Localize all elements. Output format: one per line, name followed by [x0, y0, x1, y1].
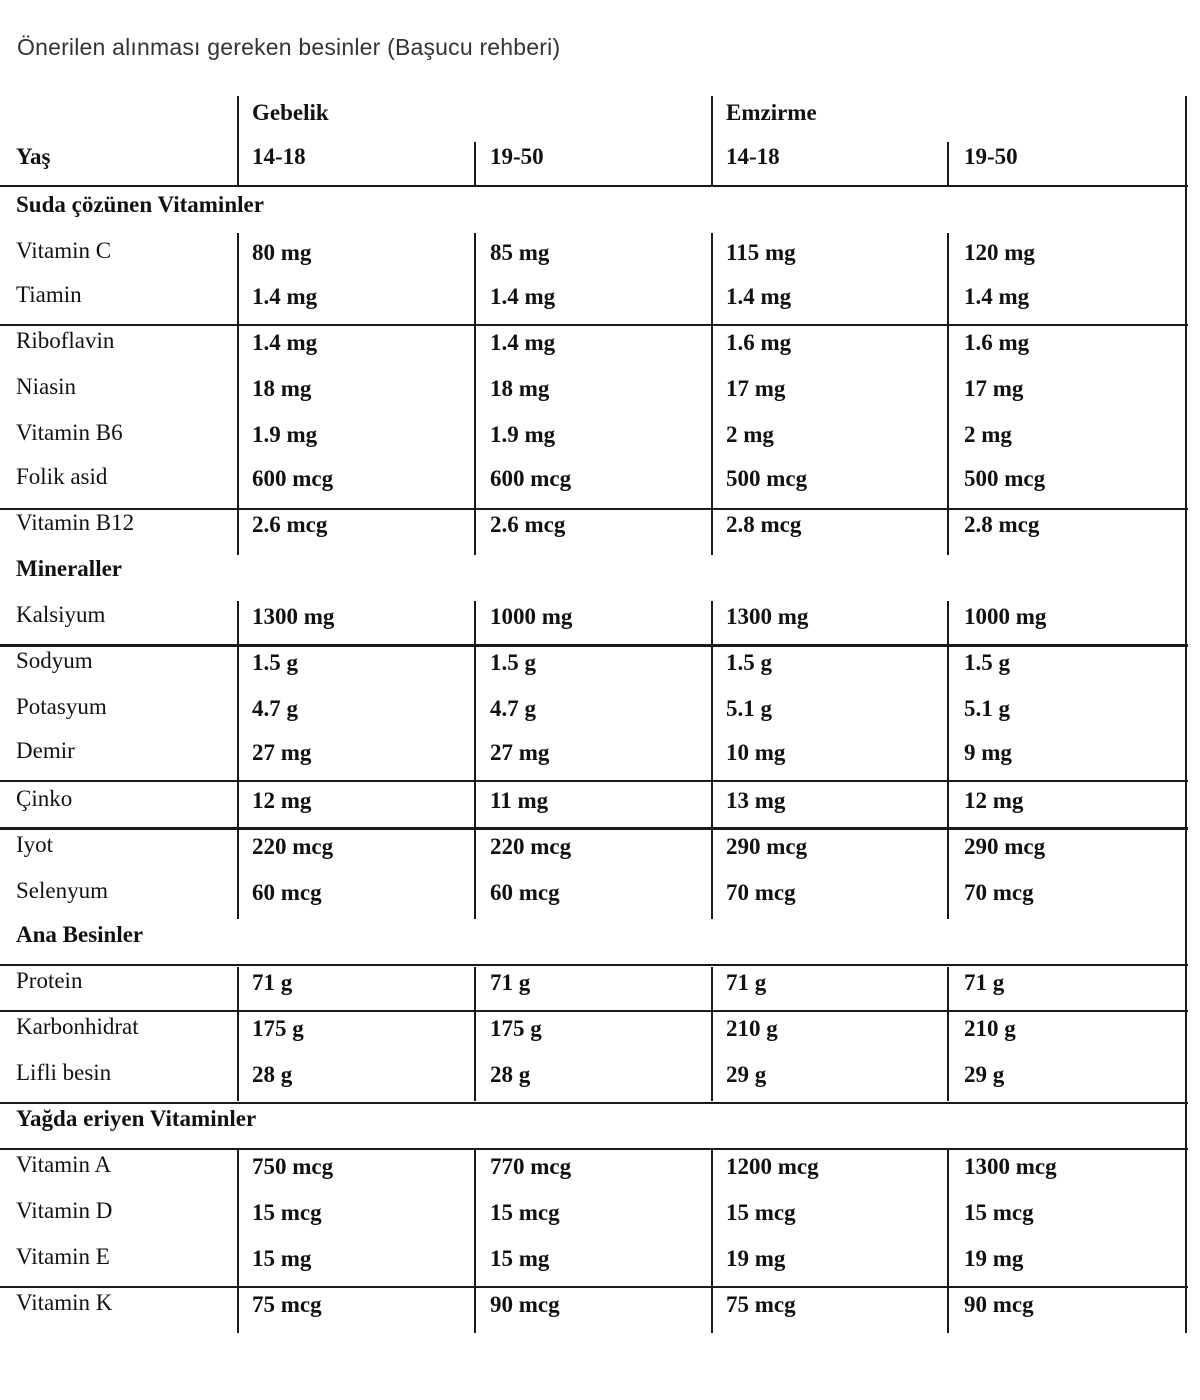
table-cell-value: 19 mg — [726, 1246, 786, 1271]
table-cell-value: 15 mg — [252, 1246, 312, 1271]
table-cell-value: 1300 mg — [726, 604, 809, 629]
table-cell-value: 9 mg — [964, 740, 1012, 765]
row-label: Lifli besin — [16, 1060, 112, 1085]
column-divider — [474, 967, 476, 1101]
table-cell-value: 71 g — [964, 970, 1005, 995]
column-divider — [711, 96, 713, 186]
table-cell-value: 1000 mg — [490, 604, 573, 629]
table-cell-value: 5.1 g — [964, 696, 1010, 721]
row-label: Iyot — [16, 832, 54, 857]
table-cell-value: 290 mcg — [964, 834, 1046, 859]
row-label: Selenyum — [16, 878, 108, 903]
section-heading: Mineraller — [16, 556, 123, 581]
column-divider — [237, 967, 239, 1101]
column-divider — [711, 233, 713, 555]
row-divider — [0, 324, 1188, 326]
table-cell-value: 500 mcg — [726, 466, 808, 491]
row-label: Vitamin B6 — [16, 420, 123, 445]
table-cell-value: 18 mg — [252, 376, 312, 401]
table-cell-value: 60 mcg — [490, 880, 560, 905]
row-label: Demir — [16, 738, 75, 763]
age-header: 19-50 — [490, 144, 544, 169]
table-cell-value: 10 mg — [726, 740, 786, 765]
table-cell-value: 210 g — [964, 1016, 1016, 1041]
table-cell-value: 19 mg — [964, 1246, 1024, 1271]
table-cell-value: 5.1 g — [726, 696, 772, 721]
table-cell-value: 120 mg — [964, 240, 1035, 265]
table-cell-value: 12 mg — [252, 788, 312, 813]
table-cell-value: 29 g — [964, 1062, 1005, 1087]
row-label: Riboflavin — [16, 328, 115, 353]
table-cell-value: 28 g — [490, 1062, 531, 1087]
column-divider — [947, 1149, 949, 1333]
table-cell-value: 115 mg — [726, 240, 796, 265]
row-label: Karbonhidrat — [16, 1014, 139, 1039]
row-label: Sodyum — [16, 648, 93, 673]
table-cell-value: 71 g — [490, 970, 531, 995]
table-cell-value: 80 mg — [252, 240, 312, 265]
row-divider — [0, 1148, 1188, 1150]
table-cell-value: 28 g — [252, 1062, 293, 1087]
row-label: Vitamin K — [16, 1290, 113, 1315]
row-label: Tiamin — [16, 282, 82, 307]
table-cell-value: 175 g — [490, 1016, 542, 1041]
table-cell-value: 500 mcg — [964, 466, 1046, 491]
age-header: 14-18 — [726, 144, 780, 169]
table-cell-value: 2 mg — [964, 422, 1012, 447]
table-cell-value: 2.8 mcg — [964, 512, 1040, 537]
table-cell-value: 2.8 mcg — [726, 512, 802, 537]
row-divider — [0, 185, 1188, 187]
row-label: Çinko — [16, 786, 73, 811]
table-cell-value: 1.4 mg — [964, 284, 1030, 309]
table-cell-value: 1200 mcg — [726, 1154, 819, 1179]
table-cell-value: 17 mg — [964, 376, 1024, 401]
table-cell-value: 75 mcg — [726, 1292, 796, 1317]
table-cell-value: 15 mcg — [252, 1200, 322, 1225]
table-cell-value: 27 mg — [490, 740, 550, 765]
table-cell-value: 70 mcg — [726, 880, 796, 905]
column-divider — [711, 1149, 713, 1333]
row-label: Vitamin A — [16, 1152, 112, 1177]
table-cell-value: 1.4 mg — [726, 284, 792, 309]
table-cell-value: 1000 mg — [964, 604, 1047, 629]
table-cell-value: 600 mcg — [252, 466, 334, 491]
age-label: Yaş — [16, 144, 51, 169]
age-header: 19-50 — [964, 144, 1018, 169]
table-cell-value: 1300 mcg — [964, 1154, 1057, 1179]
group-header-gebelik: Gebelik — [252, 100, 329, 125]
table-cell-value: 175 g — [252, 1016, 304, 1041]
column-divider — [474, 601, 476, 919]
row-label: Vitamin E — [16, 1244, 110, 1269]
column-divider — [474, 233, 476, 555]
table-cell-value: 290 mcg — [726, 834, 808, 859]
section-heading: Suda çözünen Vitaminler — [16, 192, 264, 217]
table-cell-value: 1.4 mg — [490, 284, 556, 309]
table-cell-value: 1.5 g — [490, 650, 536, 675]
table-cell-value: 770 mcg — [490, 1154, 572, 1179]
table-cell-value: 2.6 mcg — [490, 512, 566, 537]
table-cell-value: 27 mg — [252, 740, 312, 765]
table-cell-value: 220 mcg — [490, 834, 572, 859]
page-title: Önerilen alınması gereken besinler (Başucu rehberi) — [17, 34, 561, 60]
column-divider — [237, 601, 239, 919]
row-label: Protein — [16, 968, 83, 993]
table-cell-value: 1.5 g — [964, 650, 1010, 675]
table-cell-value: 220 mcg — [252, 834, 334, 859]
table-cell-value: 2 mg — [726, 422, 774, 447]
age-header: 14-18 — [252, 144, 306, 169]
table-cell-value: 210 g — [726, 1016, 778, 1041]
table-cell-value: 600 mcg — [490, 466, 572, 491]
table-cell-value: 1.4 mg — [252, 330, 318, 355]
table-cell-value: 1.6 mg — [726, 330, 792, 355]
column-divider — [474, 142, 476, 186]
row-label: Vitamin D — [16, 1198, 113, 1223]
table-cell-value: 4.7 g — [490, 696, 536, 721]
table-cell-value: 13 mg — [726, 788, 786, 813]
table-cell-value: 60 mcg — [252, 880, 322, 905]
column-divider — [947, 142, 949, 186]
table-cell-value: 71 g — [726, 970, 767, 995]
table-cell-value: 71 g — [252, 970, 293, 995]
table-cell-value: 85 mg — [490, 240, 550, 265]
table-cell-value: 12 mg — [964, 788, 1024, 813]
section-heading: Yağda eriyen Vitaminler — [16, 1106, 257, 1131]
column-divider — [947, 967, 949, 1101]
column-divider — [1185, 185, 1187, 1333]
table-cell-value: 90 mcg — [964, 1292, 1034, 1317]
column-divider — [947, 601, 949, 919]
column-divider — [947, 233, 949, 555]
table-cell-value: 4.7 g — [252, 696, 298, 721]
column-divider — [237, 1149, 239, 1333]
section-heading: Ana Besinler — [16, 922, 144, 947]
table-cell-value: 70 mcg — [964, 880, 1034, 905]
row-label: Niasin — [16, 374, 77, 399]
row-label: Vitamin B12 — [16, 510, 135, 535]
table-cell-value: 11 mg — [490, 788, 549, 813]
column-divider — [1185, 96, 1187, 186]
row-divider — [0, 644, 1188, 647]
row-divider — [0, 964, 1188, 966]
column-divider — [237, 233, 239, 555]
row-label: Potasyum — [16, 694, 107, 719]
row-label: Vitamin C — [16, 238, 112, 263]
table-cell-value: 1.6 mg — [964, 330, 1030, 355]
table-cell-value: 1.5 g — [252, 650, 298, 675]
table-cell-value: 1.4 mg — [490, 330, 556, 355]
row-divider — [0, 827, 1188, 830]
table-cell-value: 90 mcg — [490, 1292, 560, 1317]
table-cell-value: 1300 mg — [252, 604, 335, 629]
table-cell-value: 75 mcg — [252, 1292, 322, 1317]
table-cell-value: 17 mg — [726, 376, 786, 401]
group-header-emzirme: Emzirme — [726, 100, 817, 125]
table-cell-value: 15 mg — [490, 1246, 550, 1271]
table-cell-value: 1.5 g — [726, 650, 772, 675]
table-cell-value: 1.9 mg — [252, 422, 318, 447]
table-cell-value: 29 g — [726, 1062, 767, 1087]
table-cell-value: 15 mcg — [490, 1200, 560, 1225]
row-divider — [0, 1102, 1188, 1104]
column-divider — [711, 967, 713, 1101]
row-divider — [0, 508, 1188, 510]
table-cell-value: 1.4 mg — [252, 284, 318, 309]
table-cell-value: 15 mcg — [964, 1200, 1034, 1225]
table-cell-value: 2.6 mcg — [252, 512, 328, 537]
row-label: Folik asid — [16, 464, 108, 489]
table-cell-value: 1.9 mg — [490, 422, 556, 447]
column-divider — [711, 601, 713, 919]
row-divider — [0, 1286, 1188, 1288]
row-divider — [0, 780, 1188, 782]
column-divider — [474, 1149, 476, 1333]
table-cell-value: 18 mg — [490, 376, 550, 401]
row-label: Kalsiyum — [16, 602, 106, 627]
table-cell-value: 750 mcg — [252, 1154, 334, 1179]
row-divider — [0, 1010, 1188, 1012]
column-divider — [237, 96, 239, 186]
table-cell-value: 15 mcg — [726, 1200, 796, 1225]
